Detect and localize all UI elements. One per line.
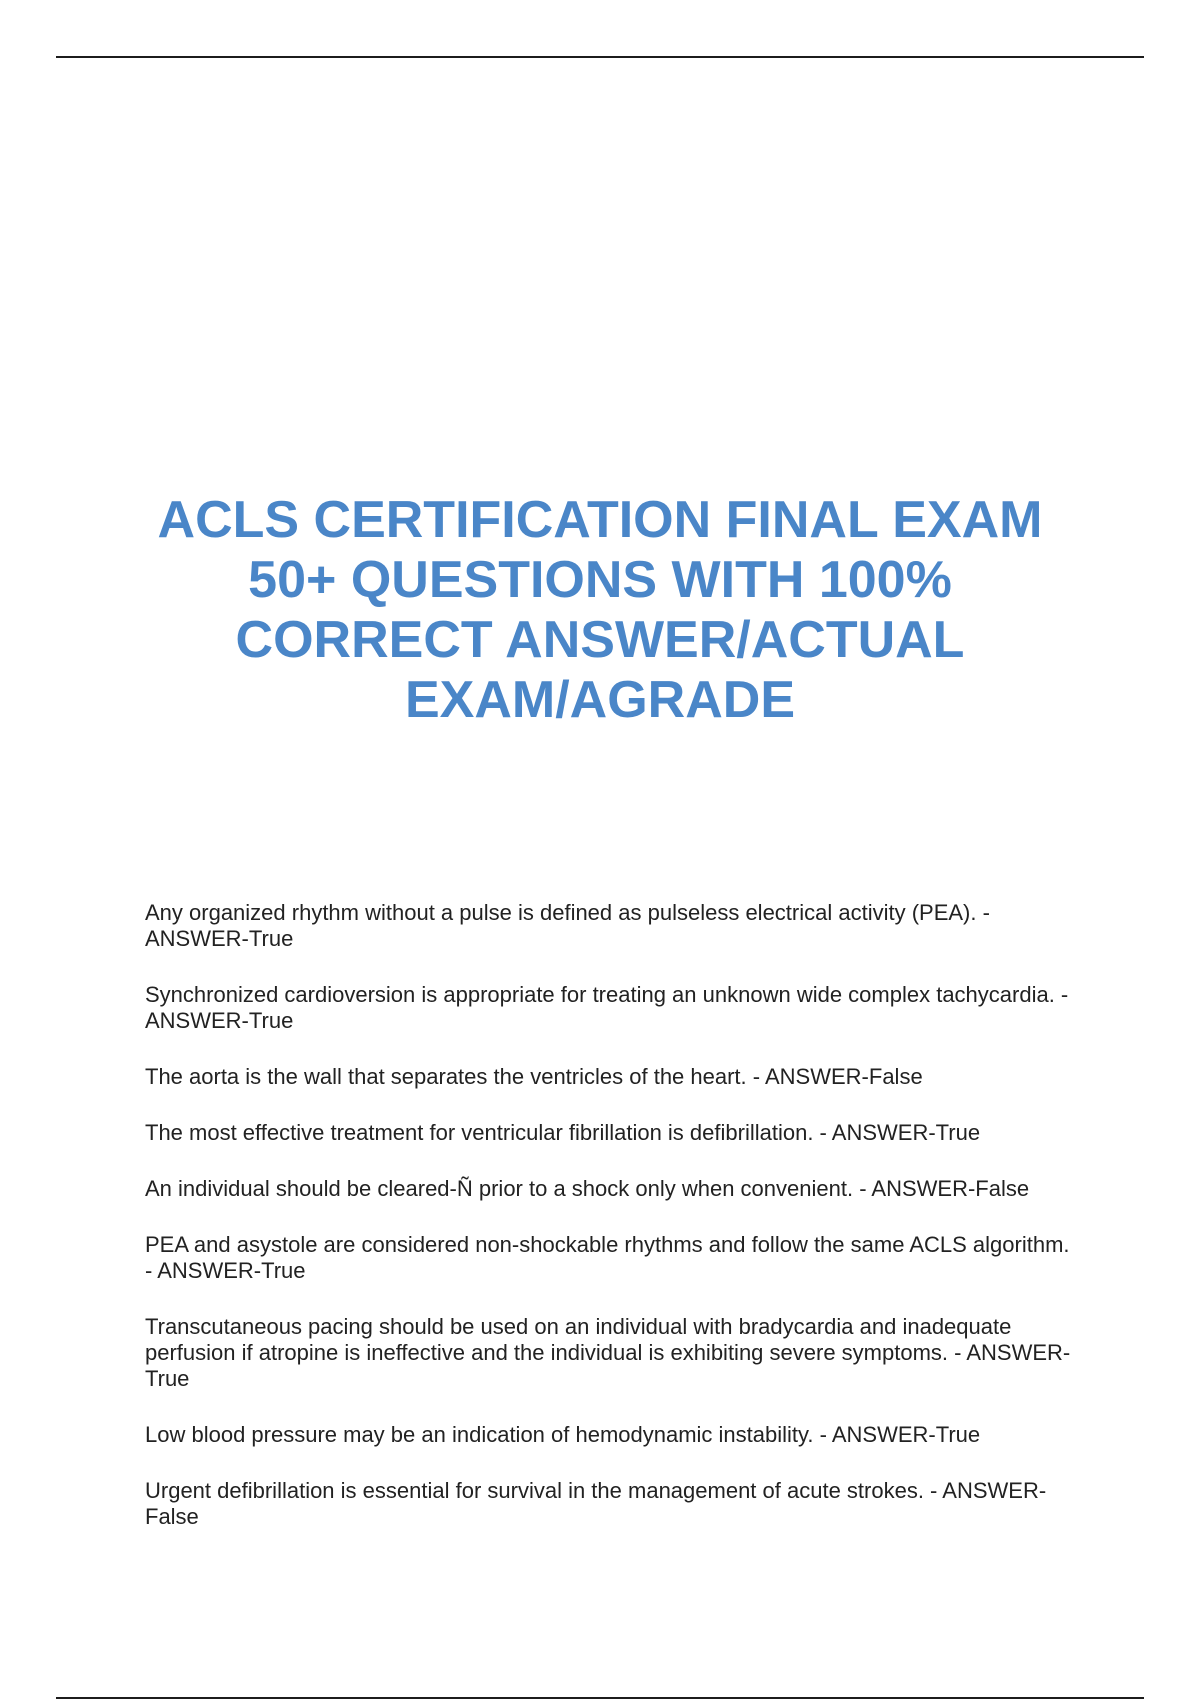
qa-item: Synchronized cardioversion is appropriate for treating an unknown wide complex tachycardia. - ANSWER-True — [145, 982, 1069, 1033]
qa-item: Any organized rhythm without a pulse is defined as pulseless electrical activity (PEA). - ANSWER-True — [145, 900, 990, 951]
title-line: EXAM/AGRADE — [404, 671, 796, 729]
qa-item: The aorta is the wall that separates the ventricles of the heart. - ANSWER-False — [145, 1064, 923, 1089]
question-answer-list — [145, 900, 1080, 1560]
title-line: CORRECT ANSWER/ACTUAL — [235, 611, 965, 669]
qa-item: An individual should be cleared-Ñ prior to a shock only when convenient. - ANSWER-False — [145, 1176, 1030, 1201]
qa-item: The most effective treatment for ventricular fibrillation is defibrillation. - ANSWER-True — [145, 1120, 981, 1145]
qa-item: Transcutaneous pacing should be used on an individual with bradycardia and inadequate perfusion if atropine is ineffective and the individual is exhibiting severe symptoms. - ANSWER-True — [145, 1314, 1071, 1391]
top-rule — [56, 56, 1144, 58]
title-line: 50+ QUESTIONS WITH 100% — [248, 551, 952, 609]
qa-item: Low blood pressure may be an indication of hemodynamic instability. - ANSWER-True — [145, 1422, 981, 1447]
qa-item: Urgent defibrillation is essential for survival in the management of acute strokes. - ANSWER-False — [145, 1478, 1047, 1529]
title-line: ACLS CERTIFICATION FINAL EXAM — [157, 491, 1043, 549]
qa-item: PEA and asystole are considered non-shockable rhythms and follow the same ACLS algorithm. - ANSWER-True — [145, 1232, 1070, 1283]
document-title — [120, 490, 1080, 730]
bottom-rule — [56, 1697, 1144, 1699]
